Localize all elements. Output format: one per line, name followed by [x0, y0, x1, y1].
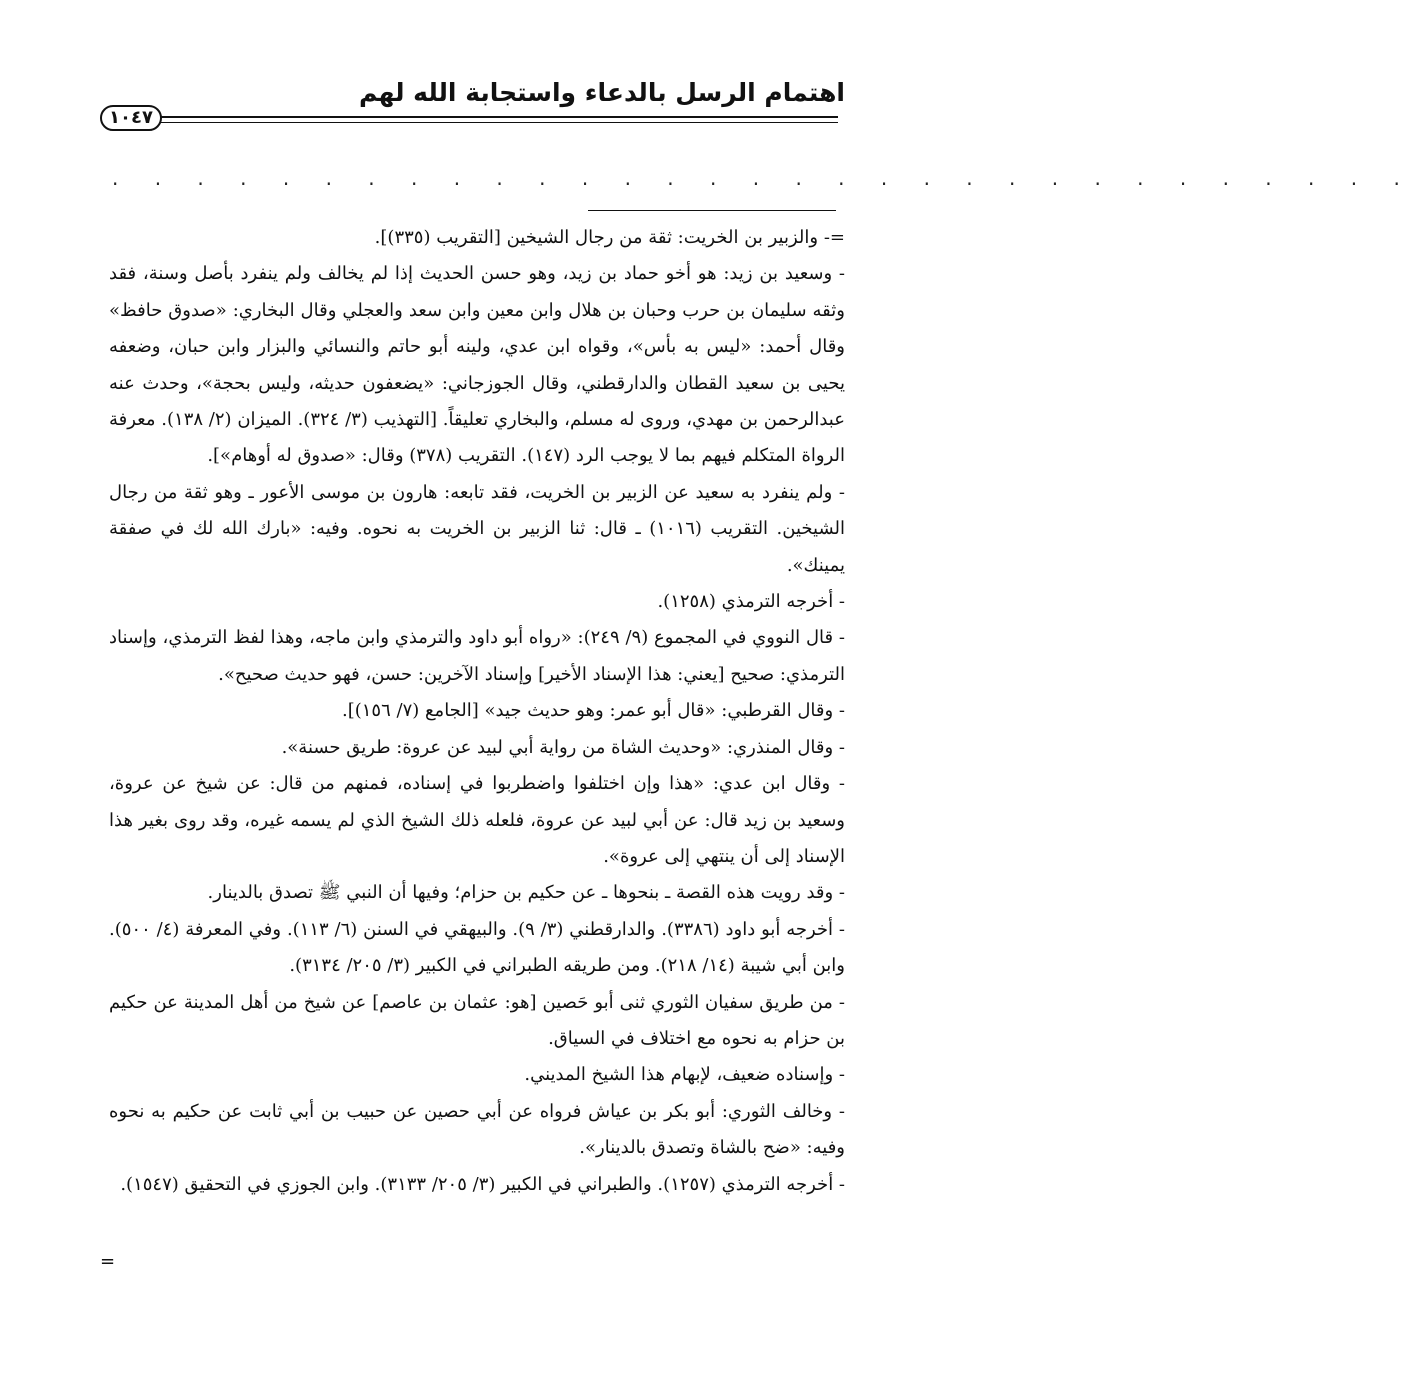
- footnote-paragraph: - أخرجه الترمذي (١٢٥٨).: [657, 591, 845, 613]
- footnote-paragraph: - قال النووي في المجموع (٩/ ٢٤٩): «رواه أبو داود والترمذي وابن ماجه، وهذا لفظ الترمذي، وإسناد الترمذي: صحيح [يعني: هذا الإسناد الأخير] وإسناد الآخرين: حسن، فهو حديث صحيح».: [109, 627, 846, 685]
- footnote-rule: [588, 210, 836, 211]
- footnote-paragraph: - أخرجه الترمذي (١٢٥٧). والطبراني في الكبير (٣/ ٢٠٥/ ٣١٣٣). وابن الجوزي في التحقيق (١٥٤٧).: [120, 1173, 845, 1195]
- footnotes-block: [109, 220, 845, 1203]
- footnote-paragraph: - وقال المنذري: «وحديث الشاة من رواية أبي لبيد عن عروة: طريق حسنة».: [281, 736, 845, 758]
- footnote-paragraph: - من طريق سفيان الثوري ثنى أبو حَصين [هو: عثمان بن عاصم] عن شيخ من أهل المدينة عن حكيم بن حزام به نحوه مع اختلاف في السياق.: [109, 991, 845, 1049]
- dotted-separator: . . . . . . . . . . . . . . . . . . . . . . . . . . . . . . .: [112, 166, 1415, 190]
- page-number-badge: ١٠٤٧: [100, 105, 162, 131]
- footnote-paragraph: - وقال القرطبي: «قال أبو عمر: وهو حديث جيد» [الجامع (٧/ ١٥٦)].: [341, 700, 845, 722]
- footnote-paragraph: - وقد رويت هذه القصة ـ بنحوها ـ عن حكيم بن حزام؛ وفيها أن النبي ﷺ تصدق بالدينار.: [207, 882, 845, 904]
- footnote-paragraph: - وقال ابن عدي: «هذا وإن اختلفوا واضطربوا في إسناده، فمنهم من قال: عن شيخ عن عروة، وسعيد بن زيد قال: عن أبي لبيد عن عروة، فلعله ذلك الشيخ الذي لم يسمه غيره، وقد روى بغير هذا الإسناد إلى أن ينتهي إلى عروة».: [109, 773, 846, 867]
- footnote-paragraph: - ولم ينفرد به سعيد عن الزبير بن الخريت، فقد تابعه: هارون بن موسى الأعور ـ وهو ثقة من رجال الشيخين. التقريب (١٠١٦) ـ قال: ثنا الزبير بن الخريت به نحوه. وفيه: «بارك الله لك في صفقة يمينك».: [109, 481, 845, 576]
- header-rule: [160, 116, 838, 123]
- footnote-paragraph: - وسعيد بن زيد: هو أخو حماد بن زيد، وهو حسن الحديث إذا لم يخالف ولم ينفرد بأصل وسنة، فقد وثقه سليمان بن حرب وحبان بن هلال وابن معين وابن سعد والعجلي وقال البخاري: «صدوق حافظ» وقال أحمد: «ليس به بأس»، وقواه ابن عدي، ولينه أبو حاتم والنسائي والبزار وابن حبان، وضعفه يحيى بن سعيد القطان والدارقطني، وقال الجوزجاني: «يضعفون حديثه، وليس بحجة»، وحدث عنه عبدالرحمن بن مهدي، وروى له مسلم، والبخاري تعليقاً. [التهذيب (٣/ ٣٢٤). الميزان (٢/ ١٣٨). معرفة الرواة المتكلم فيهم بما لا يوجب الرد (١٤٧). التقريب (٣٧٨) وقال: «صدوق له أوهام»].: [109, 263, 845, 467]
- running-header-title: اهتمام الرسل بالدعاء واستجابة الله لهم: [358, 78, 845, 107]
- footnote-paragraph: - وإسناده ضعيف، لإبهام هذا الشيخ المديني.: [524, 1064, 845, 1086]
- footnote-paragraph: - وخالف الثوري: أبو بكر بن عياش فرواه عن أبي حصين عن حبيب بن أبي ثابت عن حكيم به نحوه وفيه: «ضح بالشاة وتصدق بالدينار».: [109, 1100, 845, 1159]
- footnote-paragraph: =- والزبير بن الخريت: ثقة من رجال الشيخين [التقريب (٣٣٥)].: [374, 227, 845, 248]
- footnote-paragraph: - أخرجه أبو داود (٣٣٨٦). والدارقطني (٣/ ٩). والبيهقي في السنن (٦/ ١١٣). وفي المعرفة (٤/ ٥٠٠). وابن أبي شيبة (١٤/ ٢١٨). ومن طريقه الطبراني في الكبير (٣/ ٢٠٥/ ٣١٣٤).: [109, 918, 845, 977]
- continuation-mark: =: [100, 1251, 116, 1272]
